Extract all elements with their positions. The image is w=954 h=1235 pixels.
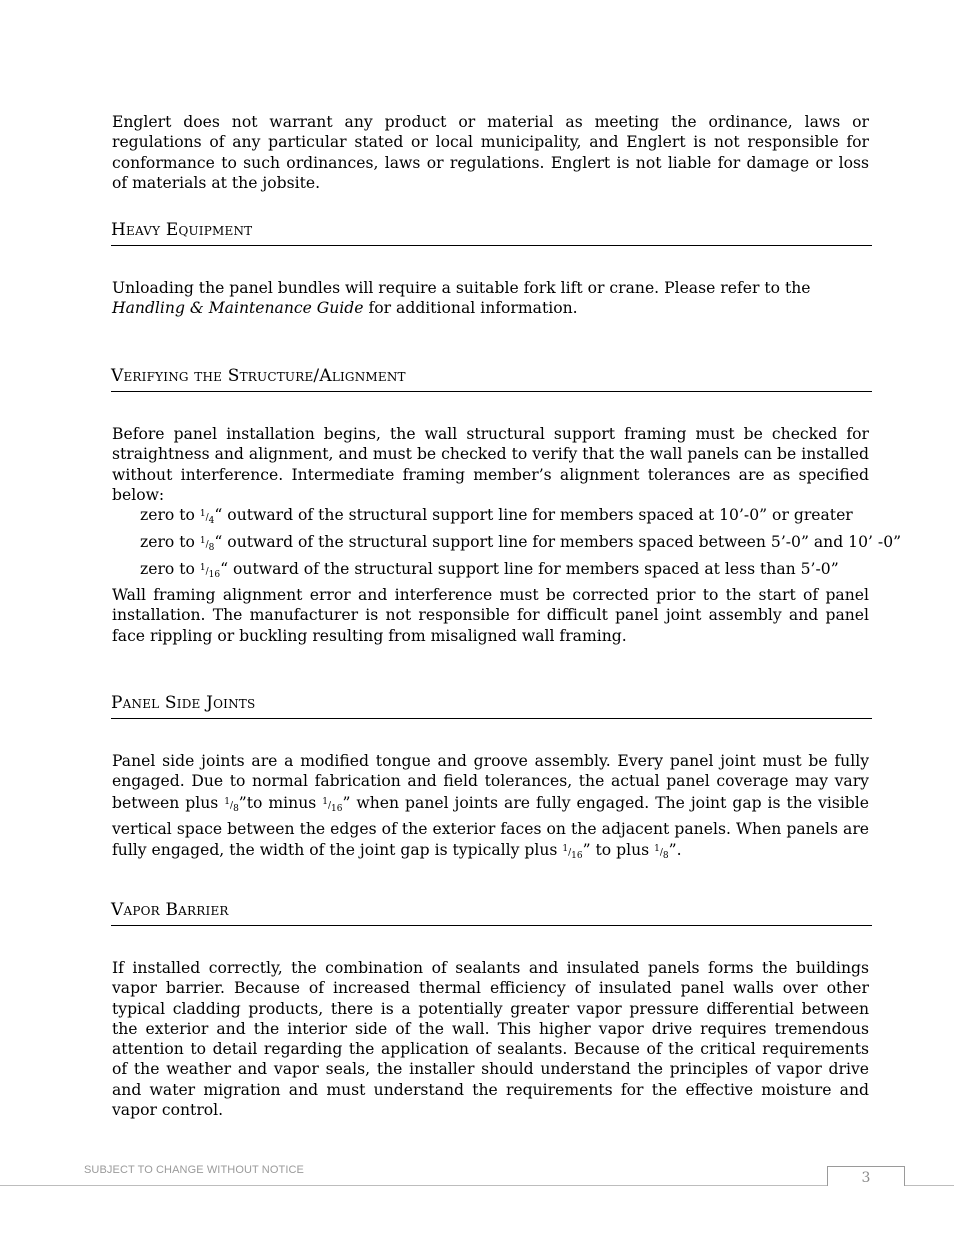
verifying-closing-paragraph [112, 585, 869, 646]
section-heading-panel-side-joints: Panel Side Joints [111, 693, 872, 719]
side-joints-text: Panel side joints are a modified tongue and groove assembly. Every panel joint must be fully engaged. Due to normal fabrication and field tolerances, the actual panel coverage may vary between plus $^1/_8”to$ minus $^1/_{16}$” when panel joints are fully engaged. The joint gap is the visible vertical space between the edges of the exterior faces on the adjacent panels. When panels are fully engaged, the width of the joint gap is typically plus $^1/_{16}$” to plus $^1/_8$”. [112, 752, 870, 861]
section-heading-verifying: Verifying the Structure/Alignment [111, 366, 872, 392]
tolerance-item: zero to $^1/_8“$ outward of the structural support line for members spaced between 5’-0” and 10’ -0” [140, 533, 902, 553]
tolerance-item: zero to $^1/_{16}“$ outward of the structural support line for members spaced at less than 5’-0” [140, 560, 839, 580]
section-heading-heavy-equipment: Heavy Equipment [111, 220, 872, 246]
fraction: $^1/_{16}$ [562, 843, 583, 861]
guide-title: Handling & Maintenance Guide [112, 299, 364, 318]
footer-divider [0, 1185, 954, 1186]
side-joints-paragraph [112, 751, 869, 866]
tolerance-item: zero to $^1/_4“$ outward of the structural support line for members spaced at 10’-0” or greater [140, 506, 853, 526]
fraction: $^1/_{16}$ [322, 796, 343, 814]
section-heading-vapor-barrier: Vapor Barrier [111, 900, 872, 926]
verifying-intro-paragraph [112, 424, 869, 505]
fraction: $^1/_8$ [199, 536, 215, 553]
fraction: $^1/_8$ [654, 843, 669, 861]
heavy-equipment-text: Unloading the panel bundles will require a suitable fork lift or crane. Please refer to the [112, 279, 811, 297]
page-number: 3 [827, 1166, 905, 1186]
fraction: $^1/_8$ [224, 796, 239, 814]
heavy-equipment-text-end: for additional information. [363, 299, 578, 318]
fraction: $^1/_{16}$ [199, 563, 221, 580]
fraction: $^1/_4$ [199, 509, 215, 526]
footer-notice: SUBJECT TO CHANGE WITHOUT NOTICE [84, 1164, 304, 1176]
intro-paragraph [112, 112, 869, 193]
vapor-barrier-text: If installed correctly, the combination of sealants and insulated panels forms the buildings vapor barrier. Because of increased thermal efficiency of insulated panel walls over other typical cladding products, there is a potentially greater vapor pressure differential between the exterior and the interior side of the wall. This higher vapor drive requires tremendous attention to detail regarding the application of sealants. Because of the critical requirements of the weather and vapor seals, the installer should understand the principles of vapor drive and water migration and must understand the requirements for the effective moisture and vapor control. [112, 959, 869, 1120]
vapor-barrier-paragraph [112, 958, 869, 1120]
tolerance-list [140, 504, 902, 585]
verifying-closing-text: Wall framing alignment error and interference must be corrected prior to the start of panel installation. The manufacturer is not responsible for difficult panel joint assembly and panel face rippling or buckling resulting from misaligned wall framing. [112, 586, 869, 645]
verifying-intro-text: Before panel installation begins, the wall structural support framing must be checked for straightness and alignment, and must be checked to verify that the wall panels can be installed without interference. Intermediate framing member’s alignment tolerances are as specified below: [112, 425, 869, 504]
heavy-equipment-paragraph [112, 278, 869, 319]
intro-text: Englert does not warrant any product or material as meeting the ordinance, laws or regulations of any particular stated or local municipality, and Englert is not responsible for conformance to such ordinances, laws or regulations. Englert is not liable for damage or loss of materials at the jobsite. [112, 113, 869, 192]
